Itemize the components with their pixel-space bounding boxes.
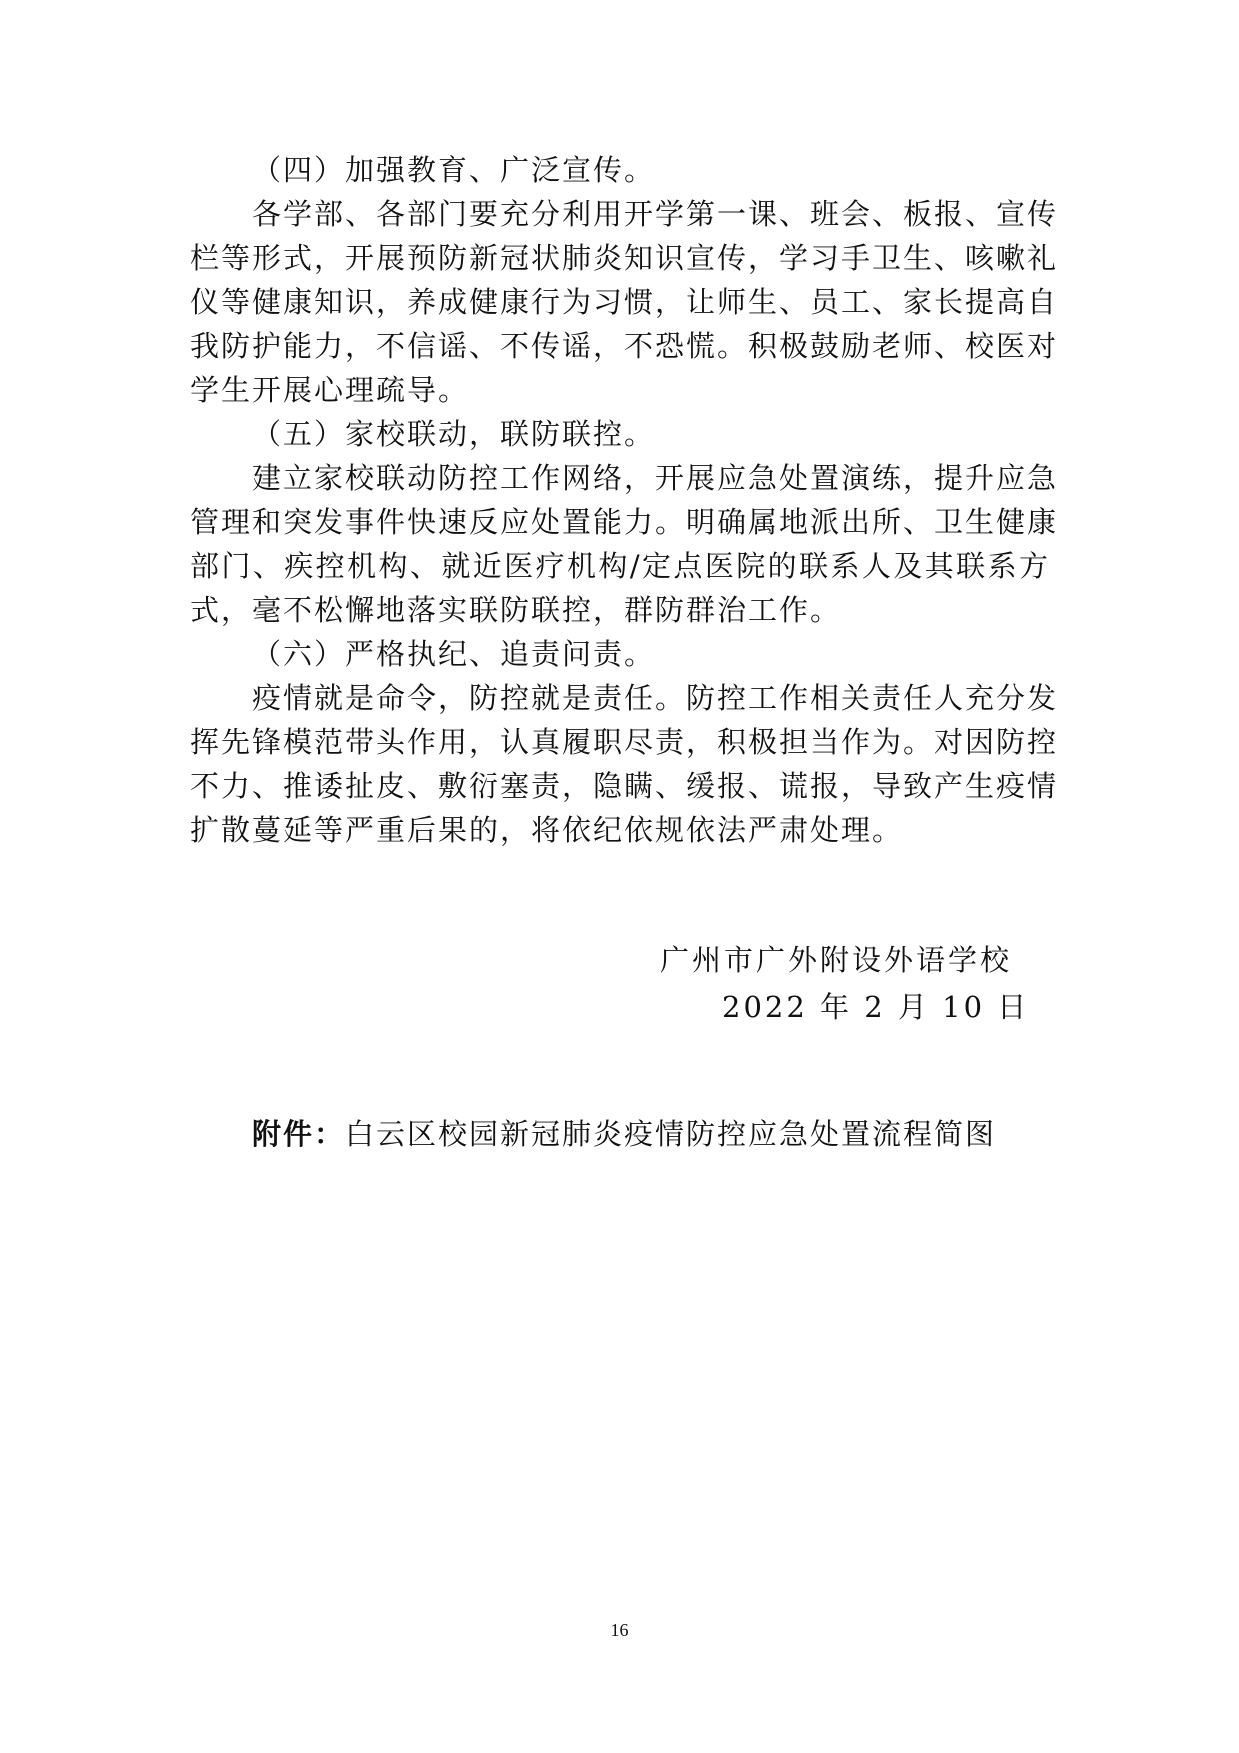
paragraph-line: 管理和突发事件快速反应处置能力。明确属地派出所、卫生健康 xyxy=(190,505,1059,539)
paragraph-line: 仪等健康知识，养成健康行为习惯，让师生、员工、家长提高自 xyxy=(190,285,1059,319)
issue-date: 2022 年 2 月 10 日 xyxy=(722,990,1030,1024)
body-content xyxy=(190,148,1059,852)
paragraph-line: 不力、推诿扯皮、敷衍塞责，隐瞒、缓报、谎报，导致产生疫情 xyxy=(190,769,1059,803)
section-heading-5: （五）家校联动，联防联控。 xyxy=(252,417,656,451)
paragraph-line: 挥先锋模范带头作用，认真履职尽责，积极担当作为。对因防控 xyxy=(190,725,1059,759)
paragraph-line: 式，毫不松懈地落实联防联控，群防群治工作。 xyxy=(190,593,842,627)
paragraph-line: 栏等形式，开展预防新冠状肺炎知识宣传，学习手卫生、咳嗽礼 xyxy=(190,241,1059,275)
section-heading-4: （四）加强教育、广泛宣传。 xyxy=(252,153,656,187)
paragraph-line: 各学部、各部门要充分利用开学第一课、班会、板报、宣传 xyxy=(252,197,1059,231)
paragraph-line: 部门、疾控机构、就近医疗机构/定点医院的联系人及其联系方 xyxy=(190,549,1050,583)
attachment-title: 白云区校园新冠肺炎疫情防控应急处置流程简图 xyxy=(345,1117,997,1151)
attachment-line xyxy=(252,1112,996,1153)
section-heading-6: （六）严格执纪、追责问责。 xyxy=(252,637,656,671)
paragraph-line: 建立家校联动防控工作网络，开展应急处置演练，提升应急 xyxy=(252,461,1059,495)
page-number: 16 xyxy=(610,1620,629,1640)
paragraph-line: 疫情就是命令，防控就是责任。防控工作相关责任人充分发 xyxy=(252,681,1059,715)
attachment-label: 附件： xyxy=(252,1117,346,1151)
organization-name: 广州市广外附设外语学校 xyxy=(660,943,1013,977)
paragraph-line: 学生开展心理疏导。 xyxy=(190,373,470,407)
paragraph-line: 扩散蔓延等严重后果的，将依纪依规依法严肃处理。 xyxy=(190,813,904,847)
paragraph-line: 我防护能力，不信谣、不传谣，不恐慌。积极鼓励老师、校医对 xyxy=(190,329,1059,363)
